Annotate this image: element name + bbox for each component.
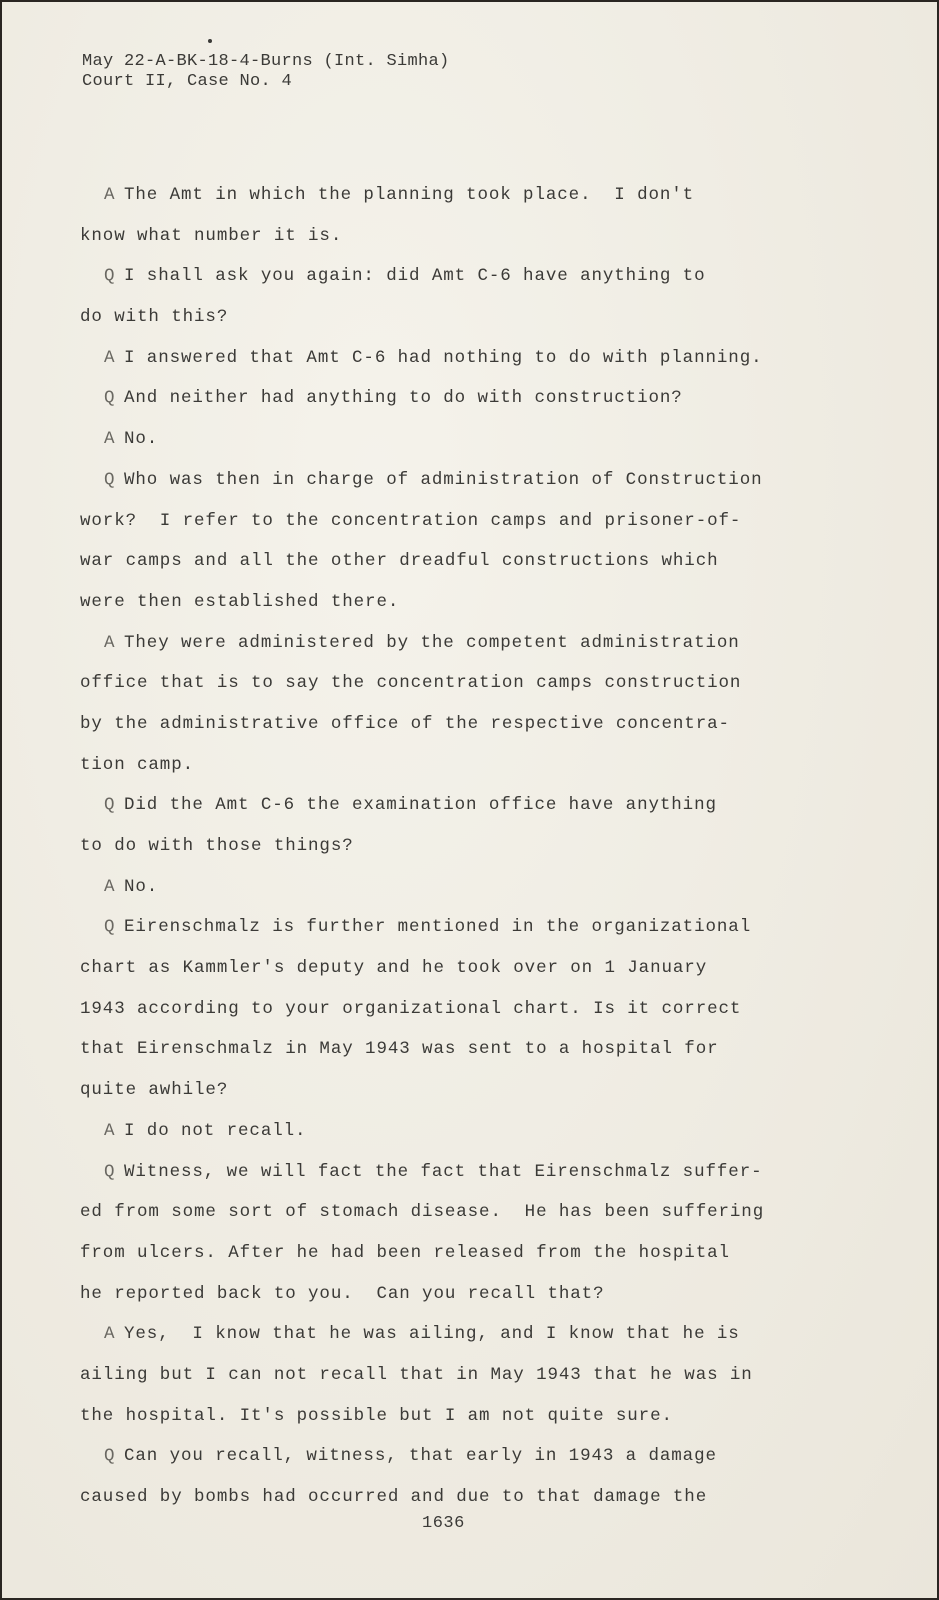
line-text: that Eirenschmalz in May 1943 was sent to a hospital for [80, 1039, 719, 1060]
line-text: know what number it is. [80, 225, 343, 246]
line-text: 1943 according to your organizational chart. Is it correct [80, 998, 742, 1019]
line-text: No. [124, 429, 159, 450]
document-header [82, 52, 450, 92]
line-text: ailing but I can not recall that in May 1943 that he was in [80, 1364, 753, 1385]
line-text: the hospital. It's possible but I am not quite sure. [80, 1405, 673, 1426]
transcript-line [80, 989, 840, 1030]
transcript-line [80, 541, 840, 582]
line-text: were then established there. [80, 591, 400, 612]
transcript-line [80, 704, 840, 745]
speaker-mark: A [104, 632, 116, 653]
line-text: he reported back to you. Can you recall that? [80, 1283, 605, 1304]
speaker-mark: Q [104, 1161, 116, 1182]
transcript-line [80, 826, 840, 867]
speaker-mark: Q [104, 795, 116, 816]
speaker-mark: Q [104, 469, 116, 490]
line-text: I do not recall. [124, 1120, 307, 1141]
line-text: The Amt in which the planning took place. I don't [124, 185, 695, 205]
line-text: caused by bombs had occurred and due to that damage the [80, 1487, 708, 1507]
line-text: Who was then in charge of administration of Construction [124, 469, 763, 490]
transcript-line [80, 1314, 840, 1355]
transcript-line [80, 1152, 840, 1193]
speaker-mark: Q [104, 266, 116, 287]
transcript-line [80, 745, 840, 786]
transcript-line [80, 1070, 840, 1111]
line-text: I shall ask you again: did Amt C-6 have anything to [124, 266, 706, 287]
line-text: chart as Kammler's deputy and he took over on 1 January [80, 958, 708, 979]
line-text: work? I refer to the concentration camps and prisoner-of- [80, 510, 742, 531]
transcript-line [80, 907, 840, 948]
transcript-line [80, 419, 840, 460]
ink-dot [208, 39, 212, 43]
line-text: by the administrative office of the respective concentra- [80, 713, 730, 734]
transcript-body [80, 175, 840, 1518]
transcript-line [80, 623, 840, 664]
speaker-mark: A [104, 185, 116, 205]
speaker-mark: A [104, 876, 116, 897]
speaker-mark: A [104, 1120, 116, 1141]
line-text: from ulcers. After he had been released from the hospital [80, 1242, 730, 1263]
line-text: Yes, I know that he was ailing, and I know that he is [124, 1324, 740, 1345]
line-text: war camps and all the other dreadful constructions which [80, 551, 719, 572]
header-line-2: Court II, Case No. 4 [82, 72, 293, 91]
transcript-line [80, 1274, 840, 1315]
transcript-line [80, 1233, 840, 1274]
line-text: They were administered by the competent administration [124, 632, 740, 653]
page-number: 1636 [422, 1514, 465, 1533]
transcript-line [80, 216, 840, 257]
header-line-1: May 22-A-BK-18-4-Burns (Int. Simha) [82, 52, 450, 71]
line-text: And neither had anything to do with construction? [124, 388, 683, 409]
line-text: Can you recall, witness, that early in 1943 a damage [124, 1446, 717, 1467]
speaker-mark: A [104, 429, 116, 450]
transcript-line [80, 1192, 840, 1233]
speaker-mark: Q [104, 917, 116, 938]
line-text: to do with those things? [80, 836, 354, 856]
document-page [2, 2, 937, 1598]
transcript-line [80, 175, 840, 216]
transcript-line [80, 256, 840, 297]
transcript-line [80, 501, 840, 542]
transcript-line [80, 785, 840, 826]
transcript-line [80, 460, 840, 501]
line-text: quite awhile? [80, 1080, 229, 1101]
line-text: Eirenschmalz is further mentioned in the organizational [124, 917, 752, 938]
line-text: office that is to say the concentration camps construction [80, 673, 742, 694]
transcript-line [80, 1436, 840, 1477]
line-text: do with this? [80, 307, 229, 328]
line-text: Did the Amt C-6 the examination office have anything [124, 795, 717, 816]
transcript-line [80, 663, 840, 704]
speaker-mark: A [104, 1324, 116, 1345]
transcript-line [80, 297, 840, 338]
transcript-line [80, 378, 840, 419]
transcript-line [80, 1477, 840, 1518]
speaker-mark: A [104, 347, 116, 368]
line-text: ed from some sort of stomach disease. He has been suffering [80, 1202, 765, 1223]
transcript-line [80, 1111, 840, 1152]
transcript-line [80, 582, 840, 623]
line-text: tion camp. [80, 754, 195, 775]
speaker-mark: Q [104, 388, 116, 409]
transcript-line [80, 338, 840, 379]
speaker-mark: Q [104, 1446, 116, 1467]
line-text: No. [124, 876, 159, 897]
line-text: Witness, we will fact the fact that Eirenschmalz suffer- [124, 1161, 763, 1182]
transcript-line [80, 1396, 840, 1437]
transcript-line [80, 1029, 840, 1070]
line-text: I answered that Amt C-6 had nothing to do with planning. [124, 347, 763, 368]
transcript-line [80, 948, 840, 989]
transcript-line [80, 1355, 840, 1396]
transcript-line [80, 867, 840, 908]
